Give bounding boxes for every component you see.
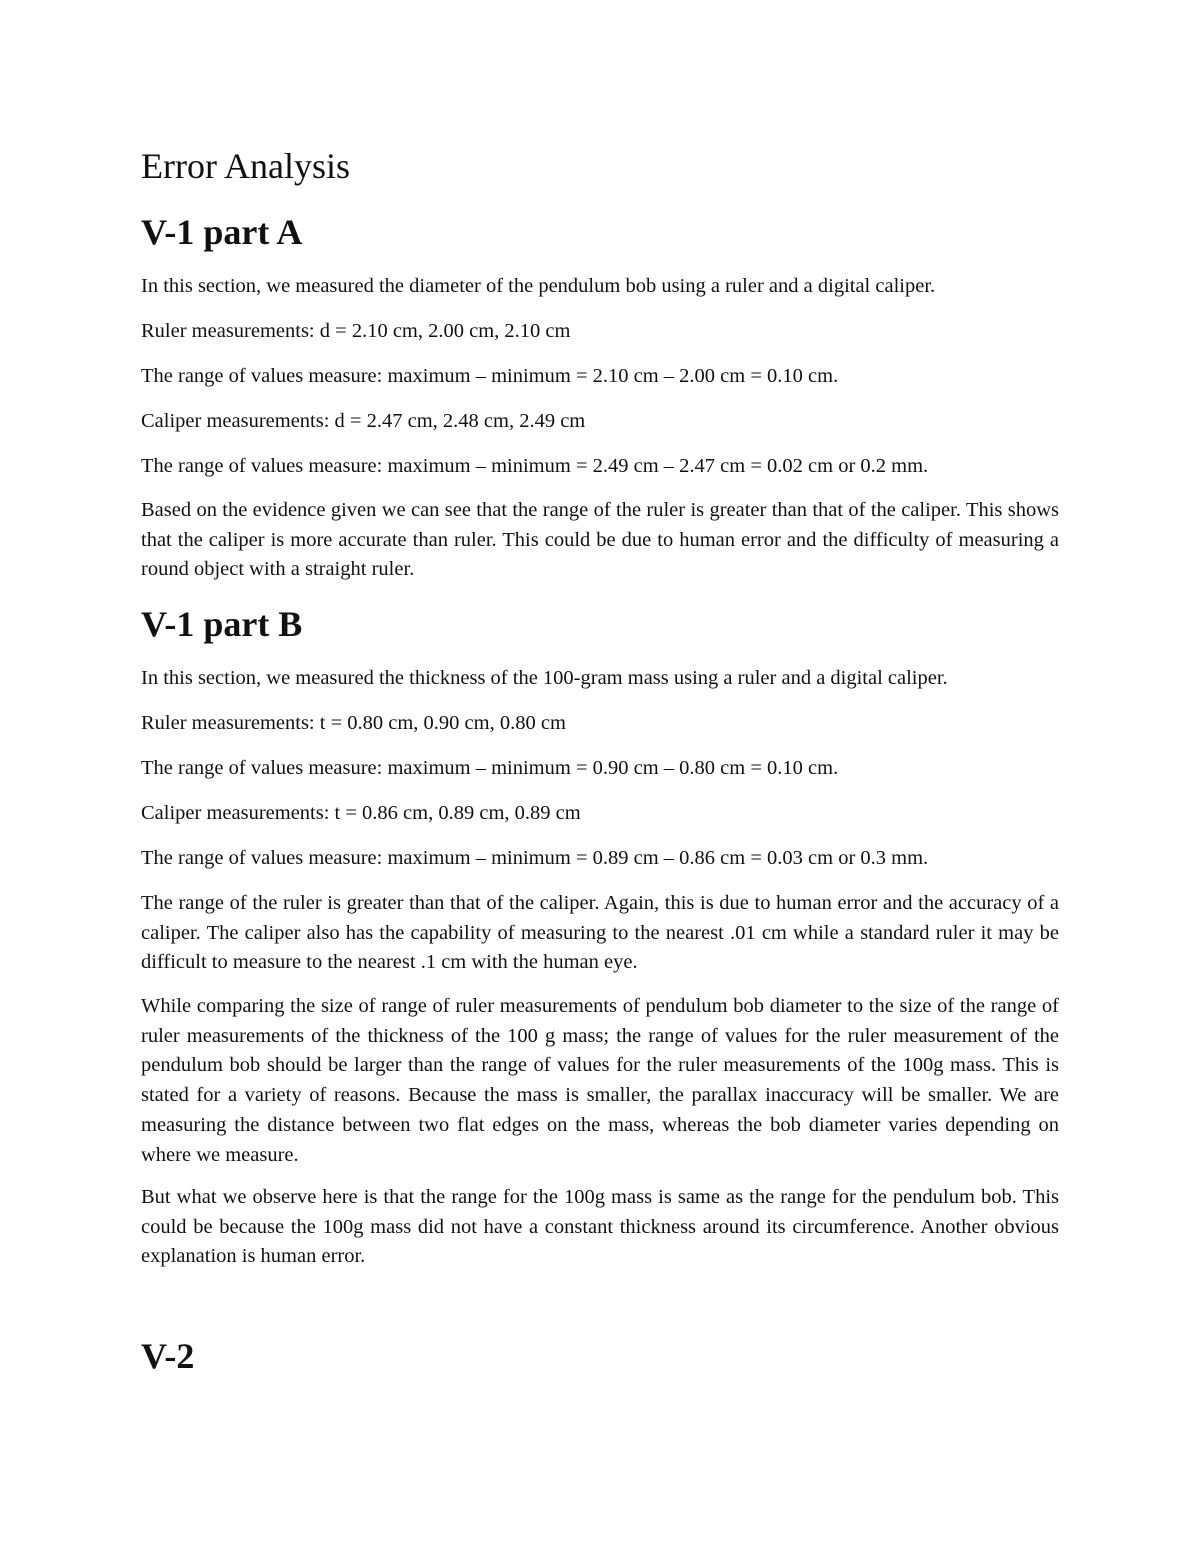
- part-a-intro: In this section, we measured the diameter of the pendulum bob using a ruler and a digital caliper.: [141, 275, 936, 297]
- section-heading-v1-part-a: V-1 part A: [141, 212, 303, 252]
- part-a-ruler-range: The range of values measure: maximum – minimum = 2.10 cm – 2.00 cm = 0.10 cm.: [141, 365, 839, 387]
- section-heading-v1-part-b: V-1 part B: [141, 604, 303, 644]
- part-b-caliper-range: The range of values measure: maximum – minimum = 0.89 cm – 0.86 cm = 0.03 cm or 0.3 mm.: [141, 847, 929, 869]
- part-b-observation: But what we observe here is that the range for the 100g mass is same as the range for the pendulum bob. This could be because the 100g mass did not have a constant thickness around its circumference. Another obvious explanation is human error.: [141, 1186, 1059, 1268]
- part-a-conclusion: Based on the evidence given we can see that the range of the ruler is greater than that of the caliper. This shows that the caliper is more accurate than ruler. This could be due to human error and the difficulty of measuring a round object with a straight ruler.: [141, 499, 1059, 581]
- part-a-caliper-range: The range of values measure: maximum – minimum = 2.49 cm – 2.47 cm = 0.02 cm or 0.2 mm.: [141, 455, 929, 477]
- document-title: Error Analysis: [141, 146, 350, 186]
- part-b-conclusion: The range of the ruler is greater than that of the caliper. Again, this is due to human error and the accuracy of a caliper. The caliper also has the capability of measuring to the nearest .01 cm while a standard ruler it may be difficult to measure to the nearest .1 cm with the human eye.: [141, 892, 1059, 974]
- part-b-caliper-measurements: Caliper measurements: t = 0.86 cm, 0.89 cm, 0.89 cm: [141, 802, 581, 824]
- part-b-ruler-measurements: Ruler measurements: t = 0.80 cm, 0.90 cm, 0.80 cm: [141, 712, 566, 734]
- part-b-comparison: While comparing the size of range of ruler measurements of pendulum bob diameter to the size of the range of ruler measurements of the thickness of the 100 g mass; the range of values for the ruler measurement of the pendulum bob should be larger than the range of values for the ruler measurements of the 100g mass. This is stated for a variety of reasons. Because the mass is smaller, the parallax inaccuracy will be smaller. We are measuring the distance between two flat edges on the mass, whereas the bob diameter varies depending on where we measure.: [141, 995, 1059, 1166]
- section-heading-v2: V-2: [141, 1336, 195, 1376]
- part-a-caliper-measurements: Caliper measurements: d = 2.47 cm, 2.48 cm, 2.49 cm: [141, 410, 586, 432]
- part-a-ruler-measurements: Ruler measurements: d = 2.10 cm, 2.00 cm, 2.10 cm: [141, 320, 571, 342]
- part-b-ruler-range: The range of values measure: maximum – minimum = 0.90 cm – 0.80 cm = 0.10 cm.: [141, 757, 839, 779]
- part-b-intro: In this section, we measured the thickness of the 100-gram mass using a ruler and a digital caliper.: [141, 667, 948, 689]
